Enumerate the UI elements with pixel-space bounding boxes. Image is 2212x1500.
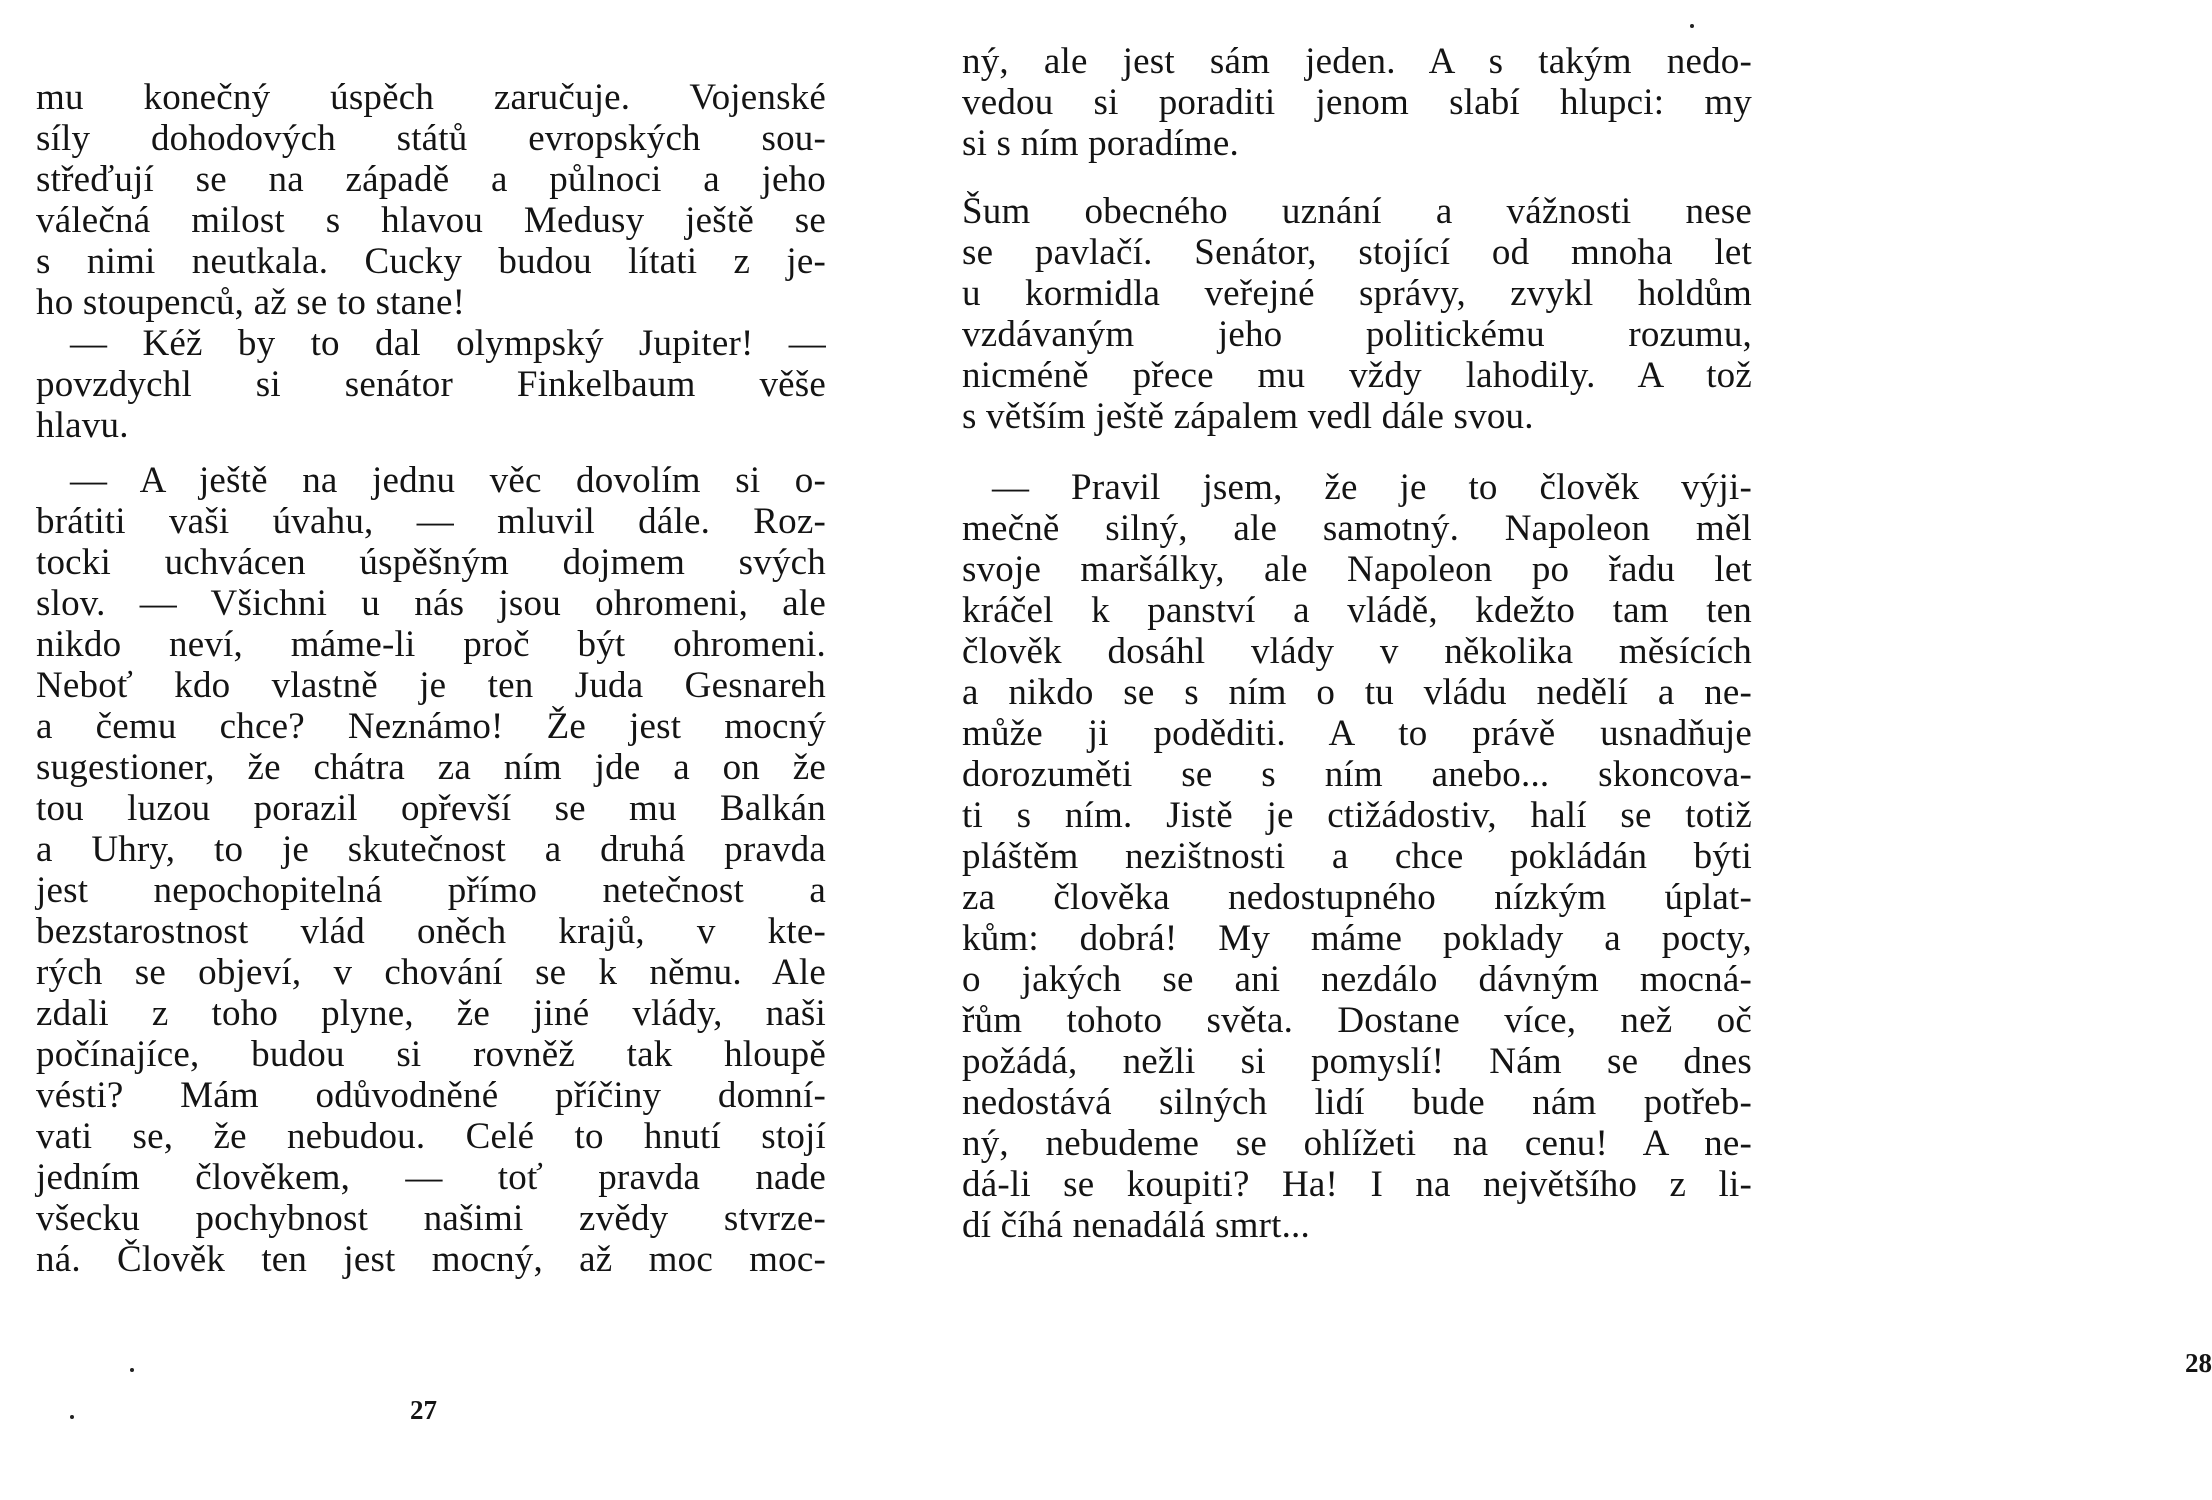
page-number: 28 (2185, 1348, 2212, 1378)
text-line: se pavlačí. Senátor, stojící od mnoha let (962, 232, 1752, 273)
text-line: s větším ještě zápalem vedl dále svou. (962, 396, 1534, 437)
text-line: a nikdo se s ním o tu vládu nedělí a ne- (962, 672, 1752, 713)
text-line: střeďují se na západě a půlnoci a jeho (36, 159, 826, 200)
text-line: — Kéž by to dal olympský Jupiter! — (70, 323, 826, 364)
text-line: za člověka nedostupného nízkým úplat- (962, 877, 1752, 918)
text-line: povzdychl si senátor Finkelbaum věše (36, 364, 826, 405)
text-line: o jakých se ani nezdálo dávným mocná- (962, 959, 1752, 1000)
text-line: a čemu chce? Neznámo! Že jest mocný (36, 706, 826, 747)
text-line: zdali z toho plyne, že jiné vlády, naši (36, 993, 826, 1034)
text-line: — Pravil jsem, že je to člověk výji- (992, 467, 1752, 508)
text-line: válečná milost s hlavou Medusy ještě se (36, 200, 826, 241)
text-line: dá-li se koupiti? Ha! I na největšího z li- (962, 1164, 1752, 1205)
text-line: sugestioner, že chátra za ním jde a on že (36, 747, 826, 788)
text-line: nicméně přece mu vždy lahodily. A tož (962, 355, 1752, 396)
text-line: Neboť kdo vlastně je ten Juda Gesnareh (36, 665, 826, 706)
print-speck (70, 1415, 74, 1419)
text-line: slov. — Všichni u nás jsou ohromeni, ale (36, 583, 826, 624)
text-line: rých se objeví, v chování se k němu. Ale (36, 952, 826, 993)
text-line: všecku pochybnost našimi zvědy stvrze- (36, 1198, 826, 1239)
text-line: brátiti vaši úvahu, — mluvil dále. Roz- (36, 501, 826, 542)
text-line: ná. Člověk ten jest mocný, až moc moc- (36, 1239, 826, 1280)
text-line: ný, nebudeme se ohlížeti na cenu! A ne- (962, 1123, 1752, 1164)
print-speck (1690, 24, 1694, 28)
print-speck (130, 1368, 134, 1372)
text-line: tou luzou porazil opřevší se mu Balkán (36, 788, 826, 829)
text-line: pláštěm nezištnosti a chce pokládán býti (962, 836, 1752, 877)
text-line: vati se, že nebudou. Celé to hnutí stojí (36, 1116, 826, 1157)
text-line: vzdávaným jeho politickému rozumu, (962, 314, 1752, 355)
text-line: člověk dosáhl vlády v několika měsících (962, 631, 1752, 672)
text-line: mu konečný úspěch zaručuje. Vojenské (36, 77, 826, 118)
text-line: jedním člověkem, — toť pravda nade (36, 1157, 826, 1198)
left-page (0, 0, 874, 1500)
text-line: — A ještě na jednu věc dovolím si o- (70, 460, 826, 501)
text-line: nikdo neví, máme-li proč být ohromeni. (36, 624, 826, 665)
text-line: dorozuměti se s ním anebo... skoncova- (962, 754, 1752, 795)
text-line: ný, ale jest sám jeden. A s takým nedo- (962, 41, 1752, 82)
text-line: počínajíce, budou si rovněž tak hloupě (36, 1034, 826, 1075)
text-line: vésti? Mám odůvodněné příčiny domní- (36, 1075, 826, 1116)
text-line: požádá, nežli si pomyslí! Nám se dnes (962, 1041, 1752, 1082)
page-number: 27 (410, 1395, 437, 1425)
text-line: dí číhá nenadálá smrt... (962, 1205, 1310, 1246)
text-line: a Uhry, to je skutečnost a druhá pravda (36, 829, 826, 870)
text-line: u kormidla veřejné správy, zvykl holdům (962, 273, 1752, 314)
text-line: může ji poděditi. A to právě usnadňuje (962, 713, 1752, 754)
text-line: bezstarostnost vlád oněch krajů, v kte- (36, 911, 826, 952)
text-line: kům: dobrá! My máme poklady a pocty, (962, 918, 1752, 959)
text-line: kráčel k panství a vládě, kdežto tam ten (962, 590, 1752, 631)
text-line: hlavu. (36, 405, 129, 446)
text-line: svoje maršálky, ale Napoleon po řadu let (962, 549, 1752, 590)
text-line: nedostává silných lidí bude nám potřeb- (962, 1082, 1752, 1123)
text-line: síly dohodových států evropských sou- (36, 118, 826, 159)
text-line: tocki uchvácen úspěšným dojmem svých (36, 542, 826, 583)
text-line: mečně silný, ale samotný. Napoleon měl (962, 508, 1752, 549)
text-line: řům tohoto světa. Dostane více, než oč (962, 1000, 1752, 1041)
text-line: ho stoupenců, až se to stane! (36, 282, 466, 323)
right-page (874, 0, 2212, 1500)
text-line: s nimi neutkala. Cucky budou lítati z je- (36, 241, 826, 282)
text-line: vedou si poraditi jenom slabí hlupci: my (962, 82, 1752, 123)
text-line: ti s ním. Jistě je ctižádostiv, halí se totiž (962, 795, 1752, 836)
text-line: Šum obecného uznání a vážnosti nese (962, 191, 1752, 232)
text-line: jest nepochopitelná přímo netečnost a (36, 870, 826, 911)
text-line: si s ním poradíme. (962, 123, 1239, 164)
